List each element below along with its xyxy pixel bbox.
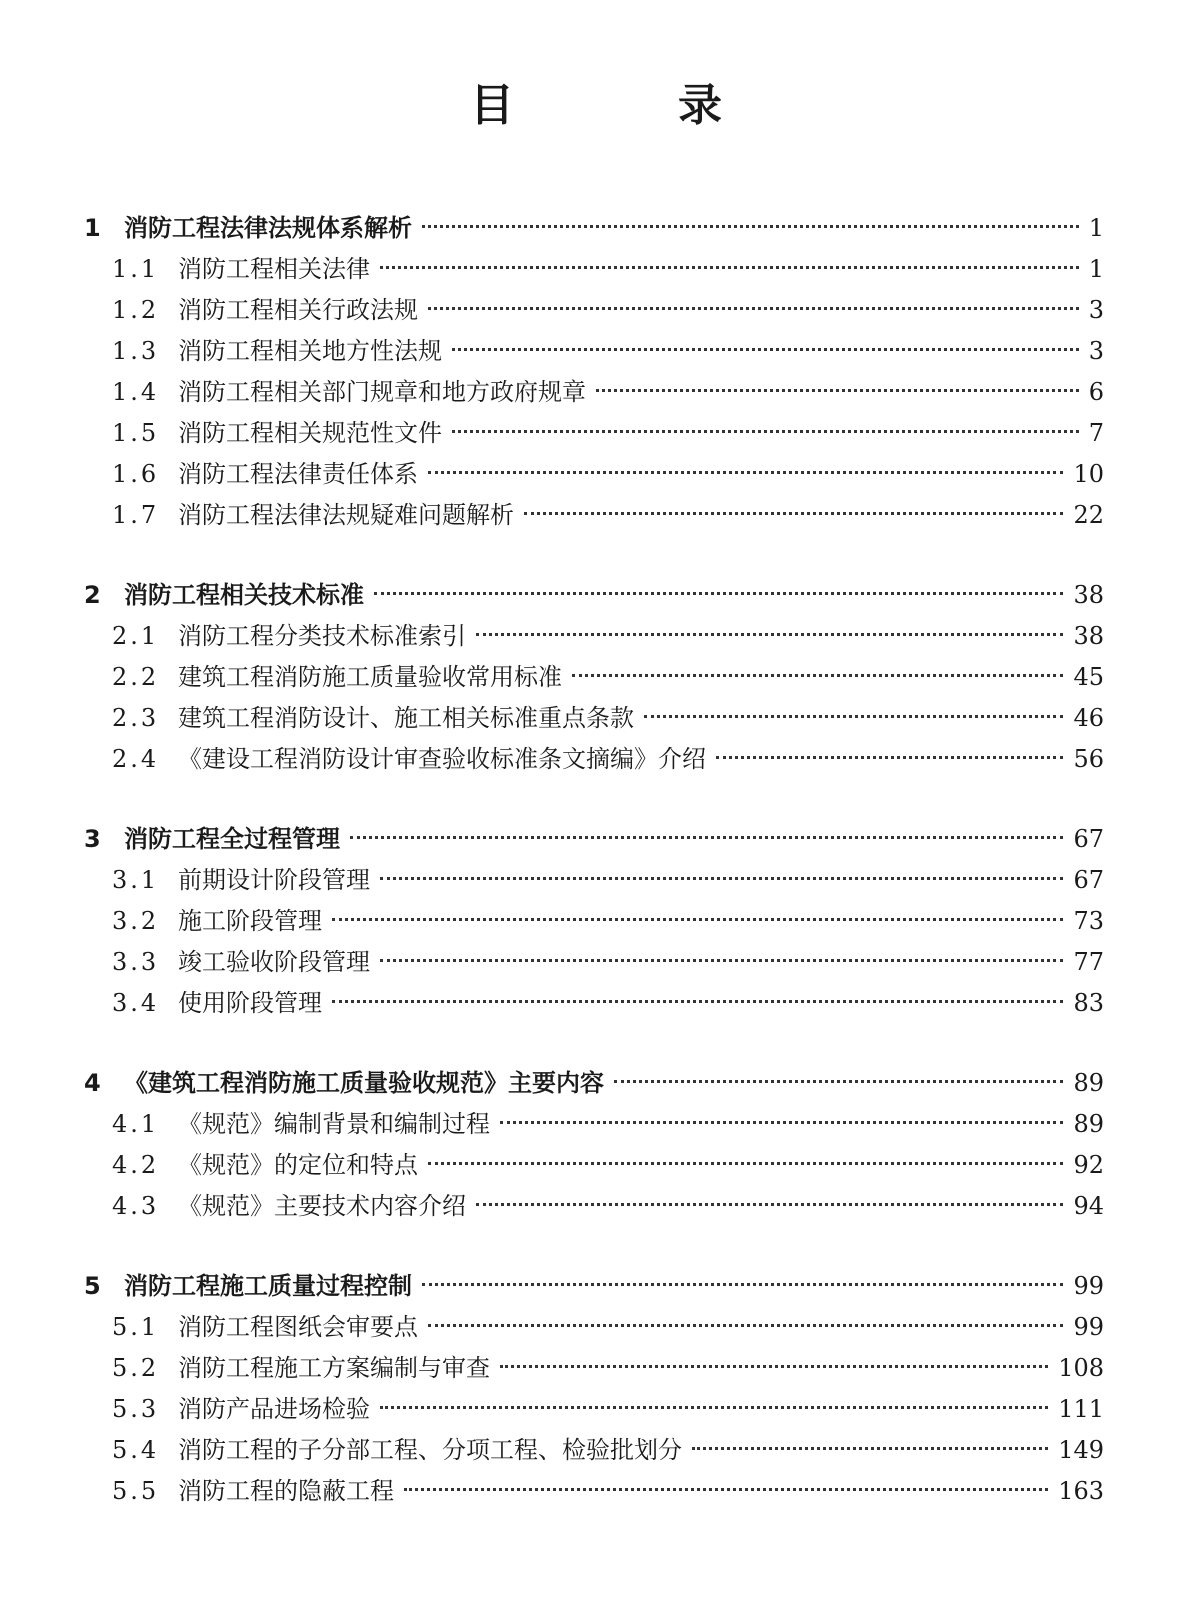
toc-section-entry[interactable]: [84, 413, 1104, 454]
toc-section-entry[interactable]: [84, 454, 1104, 495]
entry-number: 5: [84, 1272, 101, 1300]
entry-number: 5.1: [112, 1313, 160, 1341]
entry-number: 1.6: [112, 460, 160, 488]
dot-leader: [350, 836, 1063, 839]
dot-leader: [692, 1447, 1048, 1450]
entry-title: 施工阶段管理: [178, 907, 322, 935]
entry-number: 4.3: [112, 1192, 160, 1220]
dot-leader: [452, 430, 1079, 433]
entry-title: 消防工程施工方案编制与审查: [178, 1354, 490, 1382]
entry-title: 消防工程相关行政法规: [178, 296, 418, 324]
page-number: 163: [1058, 1477, 1104, 1505]
entry-title: 消防工程法律责任体系: [178, 460, 418, 488]
page-number: 67: [1073, 825, 1104, 853]
page-number: 83: [1073, 989, 1104, 1017]
toc-section-entry[interactable]: [84, 1471, 1104, 1512]
entry-title: 消防工程相关法律: [178, 255, 370, 283]
toc-section-entry[interactable]: [84, 372, 1104, 413]
entry-title: 消防工程的隐蔽工程: [178, 1477, 394, 1505]
page-number: 56: [1073, 745, 1104, 773]
dot-leader: [476, 1203, 1063, 1206]
entry-title: 前期设计阶段管理: [178, 866, 370, 894]
toc-chapter: [84, 1063, 1104, 1227]
toc-section-entry[interactable]: [84, 983, 1104, 1024]
dot-leader: [572, 674, 1063, 677]
dot-leader: [428, 471, 1063, 474]
entry-number: 2.4: [112, 745, 160, 773]
entry-number: 2: [84, 581, 101, 609]
entry-title: 使用阶段管理: [178, 989, 322, 1017]
dot-leader: [500, 1121, 1063, 1124]
entry-title: 《建设工程消防设计审查验收标准条文摘编》介绍: [178, 745, 706, 773]
entry-title: 消防工程法律法规疑难问题解析: [178, 501, 514, 529]
dot-leader: [380, 266, 1079, 269]
toc-section-entry[interactable]: [84, 1186, 1104, 1227]
entry-number: 3.4: [112, 989, 160, 1017]
page-number: 1: [1088, 214, 1104, 242]
page-number: 108: [1058, 1354, 1104, 1382]
toc-section-entry[interactable]: [84, 1389, 1104, 1430]
toc-section-entry[interactable]: [84, 616, 1104, 657]
toc-chapter-entry[interactable]: [84, 1063, 1104, 1104]
entry-title: 消防工程相关规范性文件: [178, 419, 442, 447]
entry-title: 消防工程相关部门规章和地方政府规章: [178, 378, 586, 406]
page-title: 目 录: [470, 80, 782, 131]
entry-number: 4: [84, 1069, 101, 1097]
page-number: 149: [1058, 1436, 1104, 1464]
page-number: 99: [1073, 1313, 1104, 1341]
entry-number: 3.1: [112, 866, 160, 894]
page-number: 45: [1073, 663, 1104, 691]
entry-number: 1.5: [112, 419, 160, 447]
entry-number: 2.1: [112, 622, 160, 650]
entry-number: 1.2: [112, 296, 160, 324]
entry-title: 《规范》的定位和特点: [178, 1151, 418, 1179]
entry-number: 1.4: [112, 378, 160, 406]
dot-leader: [422, 1283, 1063, 1286]
page-number: 7: [1088, 419, 1104, 447]
toc-chapter: [84, 208, 1104, 536]
toc-section-entry[interactable]: [84, 290, 1104, 331]
entry-number: 5.5: [112, 1477, 160, 1505]
toc-section-entry[interactable]: [84, 860, 1104, 901]
page-number: 22: [1073, 501, 1104, 529]
entry-title: 《建筑工程消防施工质量验收规范》主要内容: [124, 1069, 604, 1097]
page-number: 89: [1073, 1069, 1104, 1097]
toc-section-entry[interactable]: [84, 1430, 1104, 1471]
table-of-contents: [84, 208, 1104, 1551]
dot-leader: [614, 1080, 1063, 1083]
page-number: 92: [1073, 1151, 1104, 1179]
entry-number: 1: [84, 214, 101, 242]
entry-number: 3.2: [112, 907, 160, 935]
toc-section-entry[interactable]: [84, 1307, 1104, 1348]
page-number: 111: [1058, 1395, 1104, 1423]
entry-title: 竣工验收阶段管理: [178, 948, 370, 976]
toc-section-entry[interactable]: [84, 249, 1104, 290]
dot-leader: [332, 1000, 1063, 1003]
dot-leader: [374, 592, 1063, 595]
page-number: 46: [1073, 704, 1104, 732]
entry-number: 1.1: [112, 255, 160, 283]
entry-title: 建筑工程消防施工质量验收常用标准: [178, 663, 562, 691]
page-number: 67: [1073, 866, 1104, 894]
entry-title: 建筑工程消防设计、施工相关标准重点条款: [178, 704, 634, 732]
entry-number: 3.3: [112, 948, 160, 976]
entry-number: 2.2: [112, 663, 160, 691]
page-number: 6: [1088, 378, 1104, 406]
entry-number: 1.7: [112, 501, 160, 529]
toc-chapter-entry[interactable]: [84, 1266, 1104, 1307]
dot-leader: [380, 959, 1063, 962]
dot-leader: [380, 1406, 1048, 1409]
dot-leader: [524, 512, 1063, 515]
toc-section-entry[interactable]: [84, 942, 1104, 983]
entry-number: 4.2: [112, 1151, 160, 1179]
toc-chapter-entry[interactable]: [84, 575, 1104, 616]
dot-leader: [452, 348, 1079, 351]
toc-section-entry[interactable]: [84, 739, 1104, 780]
dot-leader: [716, 756, 1063, 759]
page-number: 77: [1073, 948, 1104, 976]
toc-chapter: [84, 575, 1104, 780]
entry-title: 消防工程法律法规体系解析: [124, 214, 412, 242]
entry-title: 消防工程分类技术标准索引: [178, 622, 466, 650]
entry-title: 消防产品进场检验: [178, 1395, 370, 1423]
toc-section-entry[interactable]: [84, 1348, 1104, 1389]
entry-number: 4.1: [112, 1110, 160, 1138]
page-number: 38: [1073, 581, 1104, 609]
page-number: 3: [1088, 337, 1104, 365]
toc-section-entry[interactable]: [84, 495, 1104, 536]
entry-title: 消防工程相关地方性法规: [178, 337, 442, 365]
page-number: 38: [1073, 622, 1104, 650]
dot-leader: [422, 225, 1079, 228]
page-number: 89: [1073, 1110, 1104, 1138]
page-number: 73: [1073, 907, 1104, 935]
page-number: 10: [1073, 460, 1104, 488]
dot-leader: [476, 633, 1063, 636]
toc-chapter: [84, 1266, 1104, 1512]
toc-section-entry[interactable]: [84, 1145, 1104, 1186]
entry-number: 5.3: [112, 1395, 160, 1423]
dot-leader: [428, 1324, 1063, 1327]
page-number: 94: [1073, 1192, 1104, 1220]
dot-leader: [428, 1162, 1063, 1165]
page-number: 3: [1088, 296, 1104, 324]
toc-section-entry[interactable]: [84, 901, 1104, 942]
entry-number: 1.3: [112, 337, 160, 365]
dot-leader: [428, 307, 1079, 310]
entry-title: 消防工程相关技术标准: [124, 581, 364, 609]
dot-leader: [380, 877, 1063, 880]
entry-number: 5.2: [112, 1354, 160, 1382]
toc-section-entry[interactable]: [84, 1104, 1104, 1145]
entry-number: 5.4: [112, 1436, 160, 1464]
dot-leader: [644, 715, 1063, 718]
dot-leader: [332, 918, 1063, 921]
entry-number: 2.3: [112, 704, 160, 732]
entry-title: 《规范》编制背景和编制过程: [178, 1110, 490, 1138]
toc-chapter-entry[interactable]: [84, 208, 1104, 249]
page-number: 99: [1073, 1272, 1104, 1300]
toc-section-entry[interactable]: [84, 331, 1104, 372]
dot-leader: [596, 389, 1079, 392]
dot-leader: [500, 1365, 1048, 1368]
entry-number: 3: [84, 825, 101, 853]
toc-chapter: [84, 819, 1104, 1024]
toc-chapter-entry[interactable]: [84, 819, 1104, 860]
entry-title: 消防工程全过程管理: [124, 825, 340, 853]
entry-title: 消防工程的子分部工程、分项工程、检验批划分: [178, 1436, 682, 1464]
toc-section-entry[interactable]: [84, 657, 1104, 698]
toc-section-entry[interactable]: [84, 698, 1104, 739]
entry-title: 消防工程施工质量过程控制: [124, 1272, 412, 1300]
page-number: 1: [1088, 255, 1104, 283]
entry-title: 《规范》主要技术内容介绍: [178, 1192, 466, 1220]
entry-title: 消防工程图纸会审要点: [178, 1313, 418, 1341]
dot-leader: [404, 1488, 1048, 1491]
